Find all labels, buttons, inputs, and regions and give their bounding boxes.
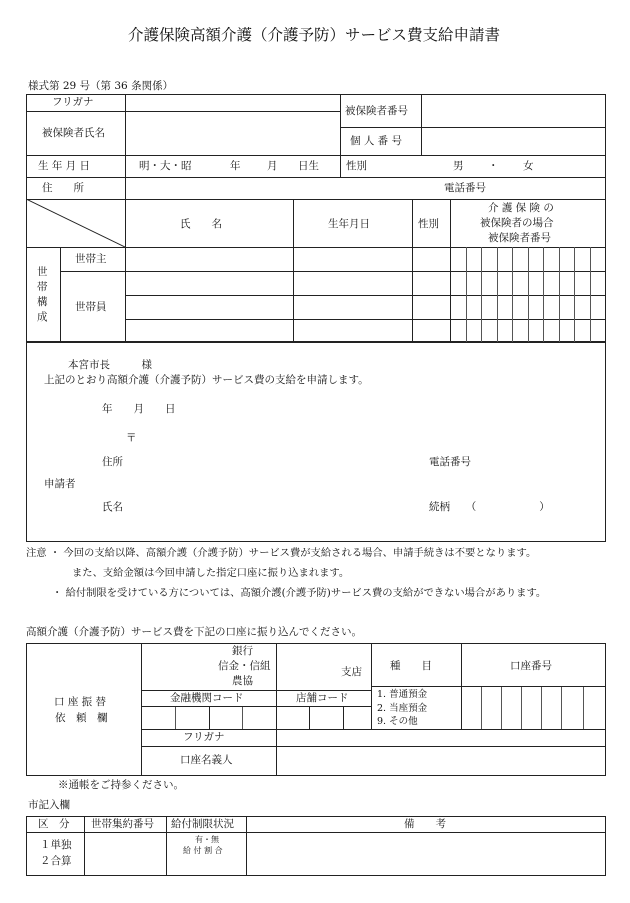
sex-label: 性別 [346,160,367,172]
postal-mark: 〒 [126,432,137,444]
kind-combined: ２合算 [40,855,72,867]
kind-option-3: 9. その他 [377,716,418,727]
city-use-label: 市記入欄 [28,799,70,811]
applicant-label: 申請者 [44,478,76,490]
col-insured-l1: 介 護 保 険 の [488,202,554,214]
furigana-label: フリガナ [52,96,94,108]
kind-label: 種 目 [390,660,432,672]
phone-label: 電話番号 [444,182,486,194]
applicant-address-label: 住所 [102,456,123,468]
addressee: 本宮市長 様 [68,359,152,371]
passbook-note: ※通帳をご持参ください。 [58,779,184,791]
col-birth: 生年月日 [328,218,370,230]
birth-year: 年 [230,160,241,172]
holder-furigana-label: フリガナ [183,731,225,743]
city-col-kind: 区 分 [38,818,70,830]
transfer-label-1: 口 座 振 替 [54,696,107,708]
side-char-2: 帯 [37,281,48,293]
relation-label: 続柄 （ ） [429,501,550,513]
note-line-1: 注意 ・ 今回の支給以降、高額介護（介護予防）サービス費が支給される場合、申請手続きは不要となります。 [26,547,537,559]
city-col-restriction: 給付制限状況 [171,818,234,830]
birth-month: 月 [267,160,278,172]
note-line-2: また、支給金額は今回申請した指定口座に振り込まれます。 [72,567,350,579]
address-label: 住 所 [42,182,84,194]
col-sex: 性別 [418,218,439,230]
era-options: 明・大・昭 [139,160,192,172]
col-insured-l3: 被保険者番号 [488,232,551,244]
application-date: 年 月 日 [102,403,176,415]
city-col-remarks: 備 考 [404,818,446,830]
sex-separator: ・ [488,160,499,172]
restriction-yes-no: 有・無 [195,835,219,844]
bank-type-2: 信金・信組 [218,660,271,672]
bank-intro: 高額介護（介護予防）サービス費を下記の口座に振り込んでください。 [26,626,362,638]
sex-male: 男 [453,160,464,172]
applicant-name-label: 氏名 [102,501,123,513]
branch-code-label: 店舗コード [296,692,349,704]
insured-number-label: 被保険者番号 [345,105,408,117]
branch-label: 支店 [341,666,362,678]
form-number: 様式第 29 号（第 36 条関係） [28,80,174,92]
bank-type-1: 銀行 [232,645,253,657]
diagonal-line [26,199,125,247]
statement: 上記のとおり高額介護（介護予防）サービス費の支給を申請します。 [44,374,369,386]
birth-day: 日生 [298,160,319,172]
col-insured-l2: 被保険者の場合 [480,217,554,229]
household-head-label: 世帯主 [75,253,107,265]
personal-number-label: 個 人 番 号 [350,135,403,147]
side-char-1: 世 [37,266,48,278]
kind-option-2: 2. 当座預金 [377,703,428,714]
birth-label: 生 年 月 日 [38,160,91,172]
household-member-label: 世帯員 [75,301,107,313]
col-name: 氏 名 [180,218,222,230]
account-holder-label: 口座名義人 [180,754,233,766]
sex-female: 女 [523,160,534,172]
kind-single: １単独 [40,839,72,851]
transfer-label-2: 依 頼 欄 [55,712,108,724]
note-line-3: ・ 給付制限を受けている方については、高額介護(介護予防)サービス費の支給ができない場合があります。 [52,587,547,599]
institution-code-label: 金融機関コード [170,692,244,704]
benefit-ratio: 給 付 割 合 [183,846,223,855]
side-char-4: 成 [37,311,48,323]
bank-type-3: 農協 [232,675,253,687]
kind-option-1: 1. 普通預金 [377,689,428,700]
account-number-label: 口座番号 [510,660,552,672]
insured-name-label: 被保険者氏名 [42,127,105,139]
applicant-phone-label: 電話番号 [429,456,471,468]
side-char-3: 構 [37,296,48,308]
page-title: 介護保険高額介護（介護予防）サービス費支給申請書 [128,26,501,44]
city-col-household: 世帯集約番号 [91,818,154,830]
